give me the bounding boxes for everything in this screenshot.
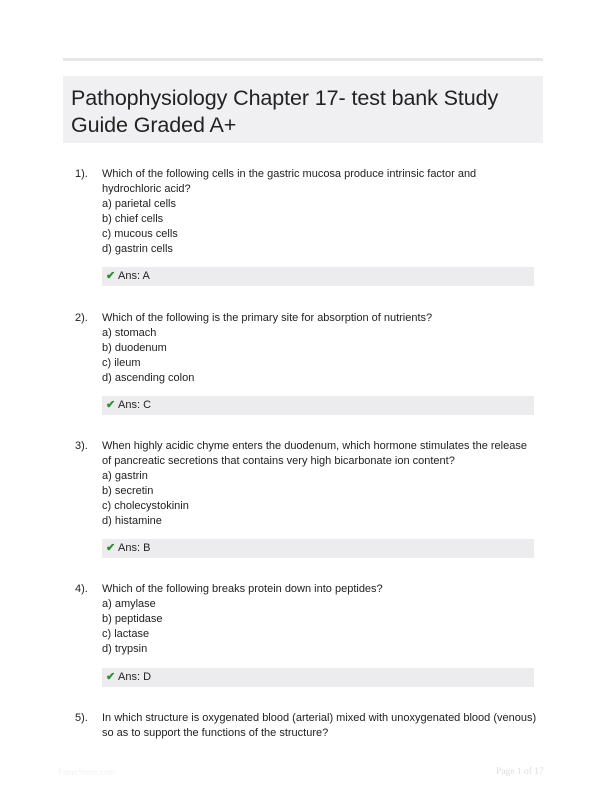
- option-a: a) gastrin: [102, 470, 148, 482]
- answer-box: [102, 267, 534, 286]
- answer-text: Ans: B: [118, 542, 151, 554]
- question-number: 4).: [75, 583, 88, 595]
- check-icon: ✔: [106, 399, 116, 411]
- footer-watermark: PaperStore.com: [58, 767, 116, 777]
- question-number: 5).: [75, 712, 88, 724]
- answer-box: [102, 539, 534, 558]
- option-c: c) lactase: [102, 628, 150, 640]
- option-a: a) amylase: [102, 598, 156, 610]
- question-body: [102, 439, 538, 529]
- check-icon: ✔: [106, 270, 116, 282]
- question-number: 2).: [75, 312, 88, 324]
- question-text: Which of the following breaks protein down into peptides?: [102, 583, 383, 595]
- option-d: d) histamine: [102, 515, 162, 527]
- option-c: c) ileum: [102, 357, 141, 369]
- question-number: 3).: [75, 440, 88, 452]
- option-b: b) peptidase: [102, 613, 163, 625]
- question-text: Which of the following is the primary site for absorption of nutrients?: [102, 312, 433, 324]
- answer-box: [102, 668, 534, 687]
- question-body: [102, 167, 538, 257]
- answer-text: Ans: C: [118, 399, 152, 411]
- page-number: Page 1 of 17: [496, 767, 544, 777]
- check-icon: ✔: [106, 542, 116, 554]
- option-c: c) mucous cells: [102, 228, 178, 240]
- page-title: Pathophysiology Chapter 17- test bank Study Guide Graded A+: [71, 86, 499, 137]
- option-d: d) trypsin: [102, 643, 148, 655]
- option-d: d) ascending colon: [102, 372, 195, 384]
- answer-text: Ans: A: [118, 270, 150, 282]
- question-text: Which of the following cells in the gastric mucosa produce intrinsic factor and hydrochloric acid?: [102, 168, 477, 195]
- answer-text: Ans: D: [118, 671, 152, 683]
- answer-box: [102, 396, 534, 415]
- question-number: 1).: [75, 168, 88, 180]
- option-c: c) cholecystokinin: [102, 500, 189, 512]
- option-a: a) parietal cells: [102, 198, 176, 210]
- option-b: b) duodenum: [102, 342, 167, 354]
- question-text: When highly acidic chyme enters the duodenum, which hormone stimulates the release of pancreatic secretions that contains very high bicarbonate ion content?: [102, 440, 527, 467]
- question-body: [102, 582, 538, 657]
- question-body: [102, 711, 538, 741]
- option-d: d) gastrin cells: [102, 243, 173, 255]
- option-b: b) secretin: [102, 485, 154, 497]
- top-divider: [63, 58, 543, 61]
- check-icon: ✔: [106, 671, 116, 683]
- title-banner: [63, 76, 543, 143]
- question-text: In which structure is oxygenated blood (arterial) mixed with unoxygenated blood (venous) so as to support the functions of the structure?: [102, 712, 537, 739]
- option-b: b) chief cells: [102, 213, 164, 225]
- question-body: [102, 311, 538, 386]
- option-a: a) stomach: [102, 327, 157, 339]
